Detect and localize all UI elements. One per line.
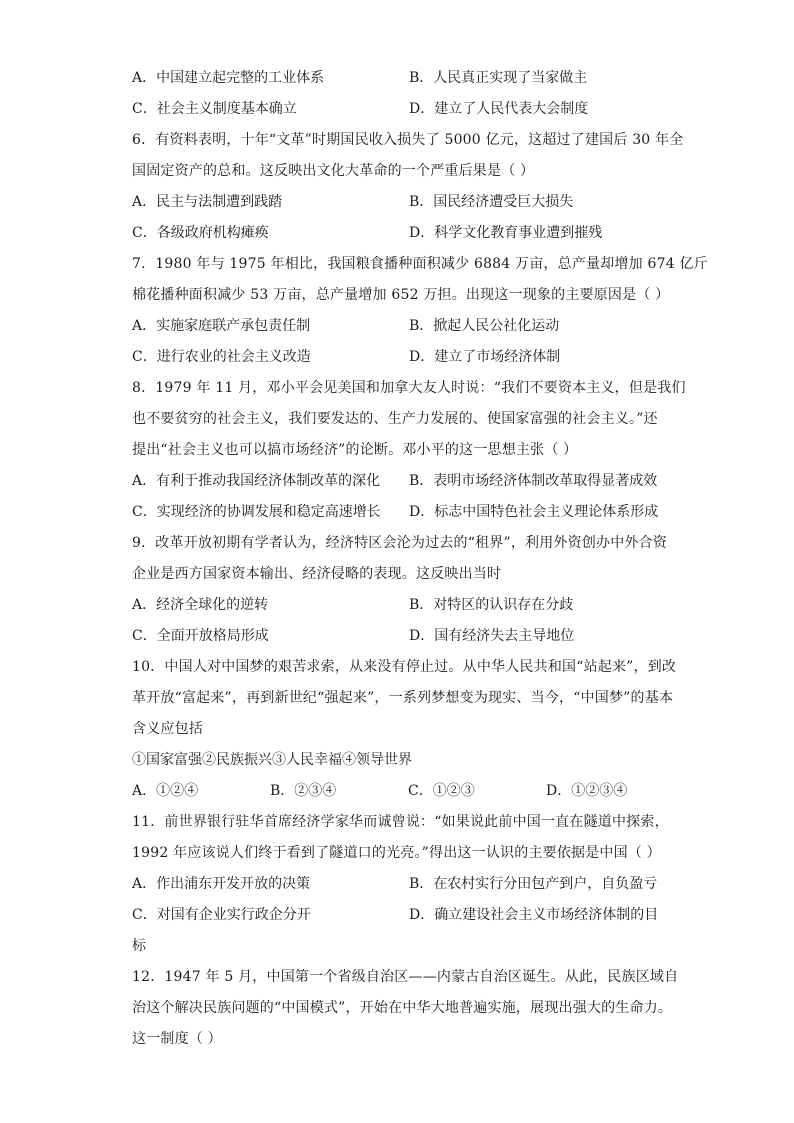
q8-option-a: A．有利于推动我国经济体制改革的深化 — [132, 473, 381, 489]
q6-stem-line-1: 6．有资料表明，十年“文革”时期国民收入损失了 5000 亿元，这超过了建国后 30 年全 — [132, 132, 684, 148]
q6-stem-line-2: 国固定资产的总和。这反映出文化大革命的一个严重后果是（ ） — [132, 163, 535, 179]
q9-options-row-1 — [132, 590, 672, 621]
q10-option-b: B．②③④ — [270, 783, 337, 799]
q8-options-row-2 — [132, 497, 672, 528]
q7-option-a: A．实施家庭联产承包责任制 — [132, 318, 311, 334]
q10-stem-line-2: 革开放“富起来”，再到新世纪“强起来”，一系列梦想变为现实、当今，“中国梦”的基本 — [132, 690, 674, 706]
q9-option-d: D．国有经济失去主导地位 — [409, 628, 575, 644]
q11-option-d: D．确立建设社会主义市场经济体制的目 — [409, 907, 659, 923]
q7-option-c: C．进行农业的社会主义改造 — [132, 349, 311, 365]
q5-option-b: B．人民真正实现了当家做主 — [409, 70, 588, 86]
q9-options-row-2 — [132, 621, 672, 652]
q12-stem-line-3: 这一制度（ ） — [132, 1031, 222, 1047]
q10-option-c: C．①②③ — [408, 783, 475, 799]
q8-option-d: D．标志中国特色社会主义理论体系形成 — [409, 504, 659, 520]
q7-options-row-2 — [132, 342, 672, 373]
q5-options-row-2 — [132, 94, 672, 125]
q11-option-d-continuation: 标 — [132, 938, 147, 954]
q7-option-d: D．建立了市场经济体制 — [409, 349, 561, 365]
q7-option-b: B．掀起人民公社化运动 — [409, 318, 560, 334]
q9-option-b: B．对特区的认识存在分歧 — [409, 597, 574, 613]
q6-option-a: A．民主与法制遭到践踏 — [132, 194, 283, 210]
q8-stem-line-2: 也不要贫穷的社会主义，我们要发达的、生产力发展的、使国家富强的社会主义。”还 — [132, 411, 658, 427]
q8-option-b: B．表明市场经济体制改革取得显著成效 — [409, 473, 658, 489]
q10-option-a: A．①②④ — [132, 783, 199, 799]
q5-option-c: C．社会主义制度基本确立 — [132, 101, 297, 117]
q11-option-b: B．在农村实行分田包产到户，自负盈亏 — [409, 876, 658, 892]
q10-stem-line-3: 含义应包括 — [132, 721, 203, 737]
q11-option-a: A．作出浦东开发开放的决策 — [132, 876, 311, 892]
exam-page — [132, 63, 708, 1055]
q5-option-d: D．建立了人民代表大会制度 — [409, 101, 589, 117]
q6-option-b: B．国民经济遭受巨大损失 — [409, 194, 574, 210]
q6-options-row-2 — [132, 218, 672, 249]
q9-stem-line-1: 9．改革开放初期有学者认为，经济特区会沦为过去的“租界”，利用外资创办中外合资 — [132, 535, 668, 551]
q9-option-a: A．经济全球化的逆转 — [132, 597, 269, 613]
q5-option-a: A．中国建立起完整的工业体系 — [132, 70, 325, 86]
q7-stem-line-2: 棉花播种面积减少 53 万亩，总产量增加 652 万担。出现这一现象的主要原因是（ ） — [132, 287, 670, 303]
q6-options-row-1 — [132, 187, 672, 218]
q8-stem-line-1: 8．1979 年 11 月，邓小平会见美国和加拿大友人时说：“我们不要资本主义，但是我们 — [132, 380, 686, 396]
q6-option-c: C．各级政府机构瘫痪 — [132, 225, 269, 241]
q11-options-row-1 — [132, 869, 672, 900]
q7-options-row-1 — [132, 311, 672, 342]
q11-option-c: C．对国有企业实行政企分开 — [132, 907, 311, 923]
q5-options-row-1 — [132, 63, 672, 94]
q11-stem-line-1: 11．前世界银行驻华首席经济学家华而诚曾说：“如果说此前中国一直在隧道中探索， — [132, 814, 669, 830]
q10-options-row — [132, 776, 672, 807]
q11-stem-line-2: 1992 年应该说人们终于看到了隧道口的光亮。”得出这一认识的主要依据是中国（ ） — [132, 845, 661, 861]
q7-stem-line-1: 7．1980 年与 1975 年相比，我国粮食播种面积减少 6884 万亩，总产量却增加 674 亿斤 — [132, 256, 708, 272]
q12-stem-line-1: 12．1947 年 5 月，中国第一个省级自治区——内蒙古自治区诞生。从此，民族区域自 — [132, 969, 679, 985]
q8-options-row-1 — [132, 466, 672, 497]
q10-stem-line-1: 10．中国人对中国梦的艰苦求索，从来没有停止过。从中华人民共和国“站起来”，到改 — [132, 659, 677, 675]
q10-items: ①国家富强②民族振兴③人民幸福④领导世界 — [132, 752, 412, 768]
q10-option-d: D．①②③④ — [546, 783, 628, 799]
q11-options-row-2 — [132, 900, 672, 931]
q9-stem-line-2: 企业是西方国家资本输出、经济侵略的表现。这反映出当时 — [132, 566, 502, 582]
q8-option-c: C．实现经济的协调发展和稳定高速增长 — [132, 504, 381, 520]
q6-option-d: D．科学文化教育事业遭到摧残 — [409, 225, 603, 241]
q8-stem-line-3: 提出“社会主义也可以搞市场经济”的论断。邓小平的这一思想主张（ ） — [132, 442, 578, 458]
q12-stem-line-2: 治这个解决民族问题的“中国模式”，开始在中华大地普遍实施，展现出强大的生命力。 — [132, 1000, 673, 1016]
q9-option-c: C．全面开放格局形成 — [132, 628, 269, 644]
